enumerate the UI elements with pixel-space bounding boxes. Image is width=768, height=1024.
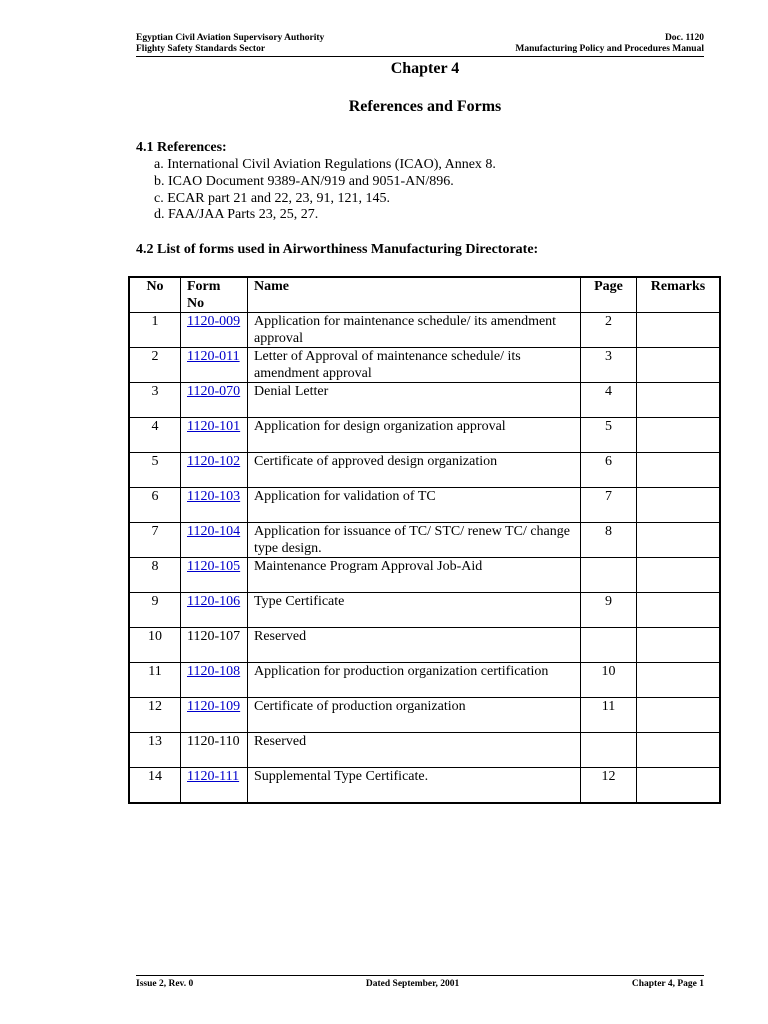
cell-remarks <box>637 593 721 628</box>
column-header-no: No <box>129 277 181 313</box>
cell-no <box>129 488 181 523</box>
cell-name-text: Application for validation of TC <box>254 489 436 504</box>
cell-page-text: 7 <box>605 489 612 504</box>
cell-name-text: Application for production organization certification <box>254 664 549 679</box>
cell-name-text: Letter of Approval of maintenance schedule/ its amendment approval <box>254 349 521 381</box>
cell-form-no <box>181 768 248 804</box>
table-row <box>129 558 720 593</box>
table-row <box>129 593 720 628</box>
cell-no-text: 8 <box>151 559 159 574</box>
cell-name <box>248 523 581 558</box>
cell-page <box>581 628 637 663</box>
cell-remarks <box>637 418 721 453</box>
cell-no <box>129 348 181 383</box>
cell-page <box>581 523 637 558</box>
table-row <box>129 453 720 488</box>
cell-no <box>129 453 181 488</box>
cell-name <box>248 663 581 698</box>
header-divider <box>136 56 704 57</box>
form-link[interactable]: 1120-108 <box>187 664 241 679</box>
table-row <box>129 523 720 558</box>
cell-name <box>248 558 581 593</box>
table-row <box>129 348 720 383</box>
form-link[interactable]: 1120-105 <box>187 559 241 574</box>
column-header-name: Name <box>248 277 581 313</box>
cell-remarks <box>637 313 721 348</box>
cell-page-text: 8 <box>605 524 612 539</box>
cell-remarks <box>637 768 721 804</box>
footer-date: Dated September, 2001 <box>365 979 460 989</box>
cell-no <box>129 558 181 593</box>
cell-remarks <box>637 488 721 523</box>
cell-page <box>581 558 637 593</box>
cell-name <box>248 698 581 733</box>
cell-name <box>248 383 581 418</box>
cell-form-no <box>181 418 248 453</box>
forms-heading: 4.2 List of forms used in Airworthiness Manufacturing Directorate: <box>136 242 539 257</box>
cell-form-no <box>181 453 248 488</box>
footer-divider <box>136 975 704 976</box>
cell-page-text: 6 <box>605 454 612 469</box>
cell-name-text: Reserved <box>254 629 307 644</box>
references-list <box>154 157 496 224</box>
table-row <box>129 418 720 453</box>
cell-remarks <box>637 698 721 733</box>
cell-no-text: 14 <box>148 769 162 784</box>
references-heading: 4.1 References: <box>136 140 227 155</box>
header-doc-title: Manufacturing Policy and Procedures Manual <box>515 44 704 54</box>
cell-page-text: 11 <box>601 699 616 714</box>
cell-page <box>581 313 637 348</box>
cell-name <box>248 768 581 804</box>
cell-name-text: Type Certificate <box>254 594 345 609</box>
cell-remarks <box>637 733 721 768</box>
cell-no-text: 3 <box>151 384 159 399</box>
cell-name <box>248 313 581 348</box>
chapter-title: Chapter 4 <box>390 60 460 77</box>
column-header-page: Page <box>581 277 637 313</box>
cell-name-text: Maintenance Program Approval Job-Aid <box>254 559 483 574</box>
cell-page <box>581 593 637 628</box>
cell-form-no <box>181 488 248 523</box>
page-header <box>136 33 704 55</box>
cell-form-no <box>181 698 248 733</box>
cell-name <box>248 418 581 453</box>
footer-page: Chapter 4, Page 1 <box>631 979 704 989</box>
cell-form-no <box>181 558 248 593</box>
cell-no-text: 12 <box>148 699 162 714</box>
cell-no <box>129 733 181 768</box>
form-link[interactable]: 1120-102 <box>187 454 241 469</box>
form-link[interactable]: 1120-109 <box>187 699 241 714</box>
column-header-form-no: Form No <box>181 277 248 313</box>
cell-page-text: 5 <box>605 419 612 434</box>
page-footer <box>136 979 704 989</box>
form-link[interactable]: 1120-111 <box>187 769 240 784</box>
cell-no-text: 13 <box>148 734 162 749</box>
form-link[interactable]: 1120-106 <box>187 594 241 609</box>
table-row <box>129 628 720 663</box>
cell-name-text: Application for issuance of TC/ STC/ renew TC/ change type design. <box>254 524 570 556</box>
cell-no <box>129 698 181 733</box>
cell-no <box>129 663 181 698</box>
cell-no-text: 5 <box>151 454 159 469</box>
cell-page <box>581 348 637 383</box>
cell-page-text: 10 <box>601 664 616 679</box>
cell-name-text: Denial Letter <box>254 384 329 399</box>
cell-form-no <box>181 348 248 383</box>
cell-name-text: Certificate of production organization <box>254 699 466 714</box>
cell-remarks <box>637 628 721 663</box>
table-row <box>129 663 720 698</box>
form-link[interactable]: 1120-070 <box>187 384 241 399</box>
cell-no <box>129 593 181 628</box>
cell-form-no <box>181 313 248 348</box>
cell-remarks <box>637 453 721 488</box>
cell-page-text: 3 <box>605 349 612 364</box>
cell-remarks <box>637 348 721 383</box>
cell-form-no <box>181 733 248 768</box>
cell-page <box>581 733 637 768</box>
cell-no <box>129 523 181 558</box>
reference-item: c. ECAR part 21 and 22, 23, 91, 121, 145. <box>154 190 391 206</box>
cell-name-text: Application for design organization approval <box>254 419 506 434</box>
cell-page-text: 12 <box>601 769 616 784</box>
cell-page-text: 4 <box>605 384 612 399</box>
table-row <box>129 488 720 523</box>
cell-form-no <box>181 593 248 628</box>
forms-table <box>128 276 721 804</box>
cell-form-no-text: 1120-107 <box>187 629 241 644</box>
cell-no <box>129 768 181 804</box>
header-org-line1: Egyptian Civil Aviation Supervisory Authority <box>136 33 325 43</box>
cell-name-text: Certificate of approved design organization <box>254 454 498 469</box>
cell-remarks <box>637 663 721 698</box>
table-header-row <box>129 277 720 313</box>
cell-no <box>129 383 181 418</box>
cell-no-text: 9 <box>151 594 159 609</box>
cell-remarks <box>637 383 721 418</box>
cell-name-text: Reserved <box>254 734 307 749</box>
cell-page <box>581 453 637 488</box>
cell-form-no <box>181 663 248 698</box>
cell-name <box>248 348 581 383</box>
cell-name-text: Supplemental Type Certificate. <box>254 769 429 784</box>
cell-form-no-text: 1120-110 <box>187 734 240 749</box>
form-link[interactable]: 1120-009 <box>187 314 241 329</box>
cell-no <box>129 313 181 348</box>
cell-no-text: 11 <box>148 664 162 679</box>
cell-no-text: 2 <box>151 349 159 364</box>
header-org-line2: Flighty Safety Standards Sector <box>136 44 266 54</box>
form-link[interactable]: 1120-101 <box>187 419 241 434</box>
cell-name <box>248 628 581 663</box>
table-row <box>129 768 720 804</box>
cell-name-text: Application for maintenance schedule/ its amendment approval <box>254 314 557 346</box>
reference-item: d. FAA/JAA Parts 23, 25, 27. <box>154 207 319 223</box>
section-title: References and Forms <box>348 98 502 115</box>
cell-no-text: 4 <box>151 419 159 434</box>
cell-name <box>248 593 581 628</box>
reference-item: a. International Civil Aviation Regulations (ICAO), Annex 8. <box>154 157 496 172</box>
cell-no-text: 7 <box>151 524 159 539</box>
forms-table-body <box>129 313 720 804</box>
cell-name <box>248 488 581 523</box>
cell-page <box>581 768 637 804</box>
table-row <box>129 698 720 733</box>
table-row <box>129 313 720 348</box>
cell-page <box>581 663 637 698</box>
table-row <box>129 733 720 768</box>
cell-name <box>248 733 581 768</box>
cell-page <box>581 383 637 418</box>
cell-page-text: 9 <box>605 594 612 609</box>
header-doc-number: Doc. 1120 <box>664 33 704 43</box>
cell-no <box>129 628 181 663</box>
cell-form-no <box>181 383 248 418</box>
form-link[interactable]: 1120-104 <box>187 524 241 539</box>
cell-no-text: 1 <box>151 314 159 329</box>
cell-page <box>581 418 637 453</box>
cell-form-no <box>181 523 248 558</box>
column-header-remarks: Remarks <box>637 277 721 313</box>
cell-page <box>581 698 637 733</box>
cell-no-text: 6 <box>151 489 159 504</box>
form-link[interactable]: 1120-011 <box>187 349 240 364</box>
cell-no-text: 10 <box>148 629 162 644</box>
footer-issue: Issue 2, Rev. 0 <box>136 979 194 989</box>
cell-name <box>248 453 581 488</box>
cell-page <box>581 488 637 523</box>
cell-form-no <box>181 628 248 663</box>
reference-item: b. ICAO Document 9389-AN/919 and 9051-AN/896. <box>154 173 454 189</box>
cell-remarks <box>637 558 721 593</box>
cell-remarks <box>637 523 721 558</box>
form-link[interactable]: 1120-103 <box>187 489 241 504</box>
table-row <box>129 383 720 418</box>
cell-page-text: 2 <box>605 314 612 329</box>
cell-no <box>129 418 181 453</box>
